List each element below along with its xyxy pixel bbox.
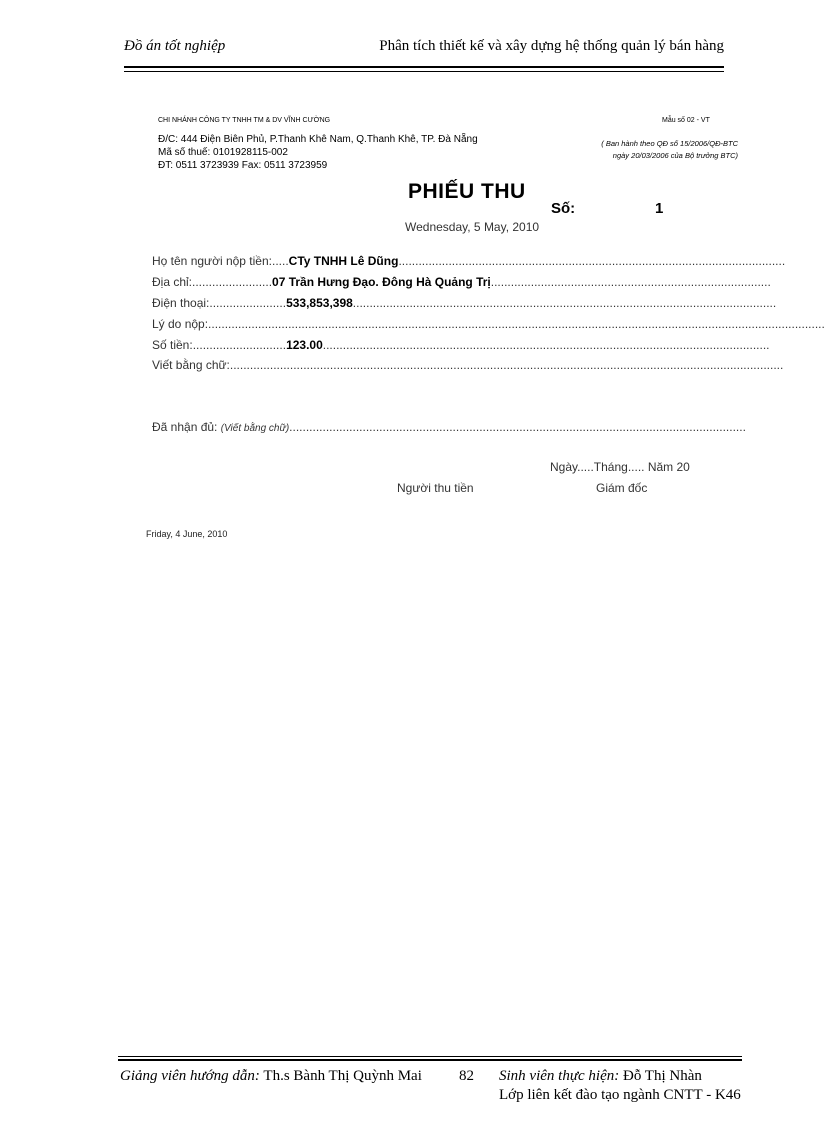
address-label: Địa chỉ:: [152, 275, 193, 289]
footer-supervisor: [120, 1068, 422, 1085]
printed-date: Friday, 4 June, 2010: [146, 529, 228, 539]
header-right-title: Phân tích thiết kế và xây dựng hệ thống quản lý bán hàng: [379, 38, 724, 54]
form-number: Mẫu số 02 - VT: [662, 117, 710, 124]
company-name: CHI NHÁNH CÔNG TY TNHH TM & DV VĨNH CƯỜNG: [158, 117, 331, 124]
footer-rule-thick: [118, 1059, 742, 1061]
company-phone-fax: ĐT: 0511 3723939 Fax: 0511 3723959: [158, 160, 328, 171]
payer-row: Họ tên người nộp tiền:.....CTy TNHH Lê Dũng....................................................................................................................: [152, 254, 786, 268]
reason-row: Lý do nộp:.........................................................................................................................................................................................: [152, 317, 825, 331]
header-rule-thick: [124, 66, 724, 68]
address-row: Địa chỉ:........................07 Trần Hưng Đạo. Đông Hà Quảng Trị....................................................................................: [152, 275, 771, 289]
header-rule-thin: [124, 71, 724, 72]
page-number: 82: [459, 1068, 474, 1084]
words-label: Viết bằng chữ:: [152, 358, 230, 372]
form-note-line-1: ( Ban hành theo QĐ số 15/2006/QĐ-BTC: [601, 139, 738, 148]
payer-label: Họ tên người nộp tiền:: [152, 254, 272, 268]
receipt-number-label: Số:: [551, 200, 576, 217]
company-info: [158, 133, 478, 172]
form-note: [601, 138, 738, 162]
footer-rule-thin: [118, 1056, 742, 1057]
received-row: Đã nhận đủ: (Viết bằng chữ).........................................................................................................................................: [152, 420, 746, 434]
receipt-number-value: 1: [655, 200, 664, 217]
class-line: Lớp liên kết đào tạo ngành CNTT - K46: [499, 1087, 741, 1103]
amount-row: Số tiền:............................123.00......................................................................................................................................: [152, 338, 770, 352]
company-tax-code: Mã số thuế: 0101928115-002: [158, 147, 288, 158]
sign-date: Ngày.....Tháng..... Năm 20: [550, 460, 690, 474]
form-note-line-2: ngày 20/03/2006 của Bộ trưởng BTC): [612, 151, 738, 160]
collector-signature-label: Người thu tiền: [397, 481, 474, 495]
received-label: Đã nhận đủ:: [152, 420, 218, 434]
company-address: Đ/C: 444 Điện Biên Phủ, P.Thanh Khê Nam, Q.Thanh Khê, TP. Đà Nẵng: [158, 134, 478, 145]
amount-label: Số tiền:: [152, 338, 193, 352]
receipt-title: PHIẾU THU: [408, 180, 526, 203]
amount-value: 123.00: [286, 338, 323, 352]
phone-value: 533,853,398: [286, 296, 353, 310]
phone-row: Điện thoại:.......................533,853,398...............................................................................................................................: [152, 296, 777, 310]
header-left-title: Đồ án tốt nghiệp: [124, 38, 226, 54]
receipt-date: Wednesday, 5 May, 2010: [405, 220, 540, 234]
student-label: Sinh viên thực hiện:: [499, 1068, 620, 1084]
words-row: Viết bằng chữ:......................................................................................................................................................................: [152, 358, 784, 372]
phone-label: Điện thoại:: [152, 296, 210, 310]
supervisor-name: Th.s Bành Thị Quỳnh Mai: [263, 1068, 422, 1084]
reason-label: Lý do nộp:: [152, 317, 209, 331]
footer-student: [499, 1068, 702, 1085]
student-name: Đỗ Thị Nhàn: [622, 1068, 702, 1084]
address-value: 07 Trần Hưng Đạo. Đông Hà Quảng Trị: [272, 275, 491, 289]
supervisor-label: Giảng viên hướng dẫn:: [120, 1068, 260, 1084]
received-note: (Viết bằng chữ): [220, 423, 290, 434]
director-signature-label: Giám đốc: [596, 481, 648, 495]
payer-value: CTy TNHH Lê Dũng: [288, 254, 399, 268]
